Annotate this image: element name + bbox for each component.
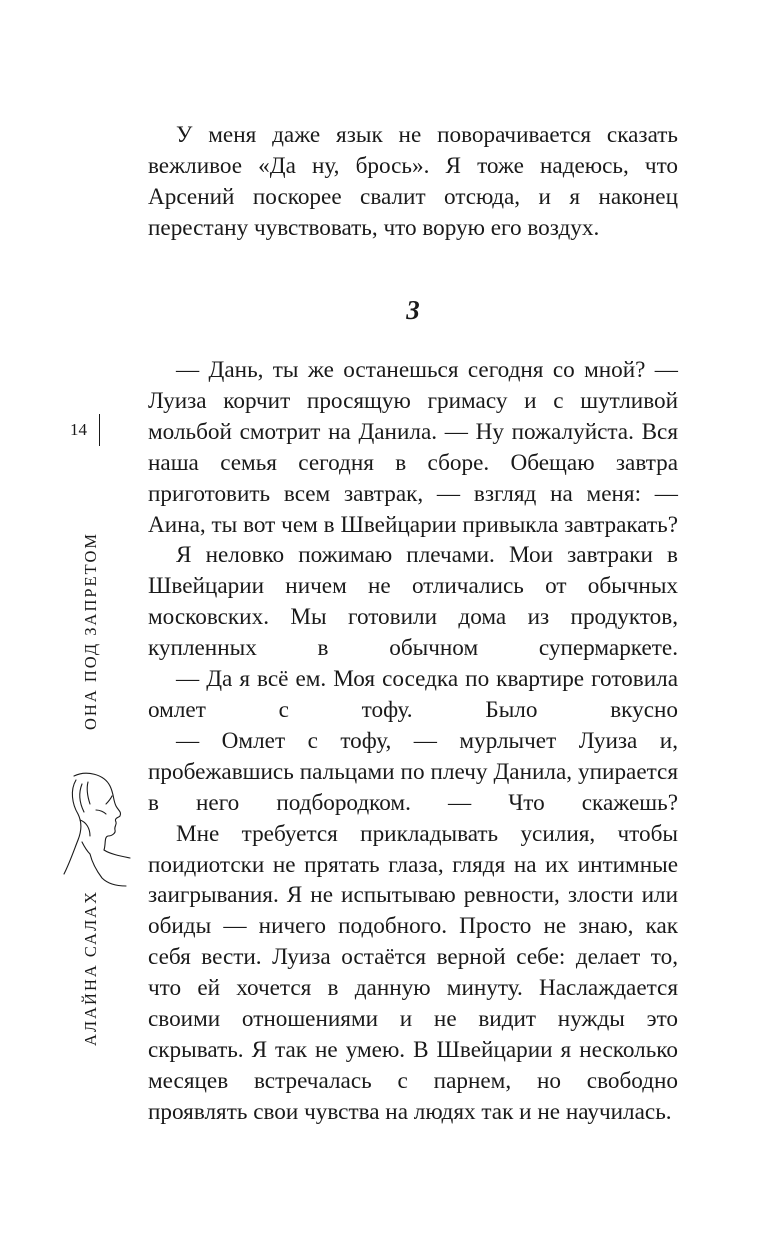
- chapter-number: 3: [406, 295, 420, 325]
- body-paragraph: — Омлет с тофу, — мурлычет Луиза и, пробежавшись пальцами по плечу Данила, упирается в него подбородком. — Что скажешь?: [148, 727, 678, 816]
- body-paragraph: Мне требуется прикладывать усилия, чтобы поидиотски не прятать глаза, глядя на их интимные заигрывания. Я не испытываю ревности, злости или обиды — ничего подобного. Просто не знаю, как себя вести. Луиза остаётся верной себе: делает то, что ей хочется в данную минуту. Наслаждается своими отношениями и не видит нужды это скрывать. Я так не умею. В Швейцарии я несколько месяцев встречалась с парнем, но свободно проявлять свои чувства на людях так и не научилась.: [148, 820, 678, 1125]
- body-paragraph: — Дань, ты же останешься сегодня со мной? — Луиза корчит просящую гримасу и с шутливой мольбой смотрит на Данила. — Ну пожалуйста. Вся наша семья сегодня в сборе. Обещаю завтра приготовить всем завтрак, — взгляд на меня: — Аина, ты вот чем в Швейцарии привыкла завтракать?: [148, 357, 678, 538]
- chapter-body: [148, 355, 678, 1128]
- intro-text-block: [148, 120, 678, 244]
- running-author-name: АЛАЙНА САЛАХ: [81, 889, 100, 1046]
- body-paragraph: — Да я всё ем. Моя соседка по квартире готовила омлет с тофу. Было вкусно: [148, 666, 678, 723]
- body-paragraph: Я неловко пожимаю плечами. Мои завтраки в Швейцарии ничем не отличались от обычных московских. Мы готовили дома из продуктов, купленных в обычном супермаркете.: [148, 542, 678, 662]
- running-book-title: ОНА ПОД ЗАПРЕТОМ: [81, 531, 100, 730]
- page-number: 14: [70, 414, 100, 446]
- face-profile-icon: [60, 770, 136, 888]
- intro-paragraph: У меня даже язык не поворачивается сказать вежливое «Да ну, брось». Я тоже надеюсь, что Арсений поскорее свалит отсюда, и я наконец перестану чувствовать, что ворую его воздух.: [148, 122, 678, 241]
